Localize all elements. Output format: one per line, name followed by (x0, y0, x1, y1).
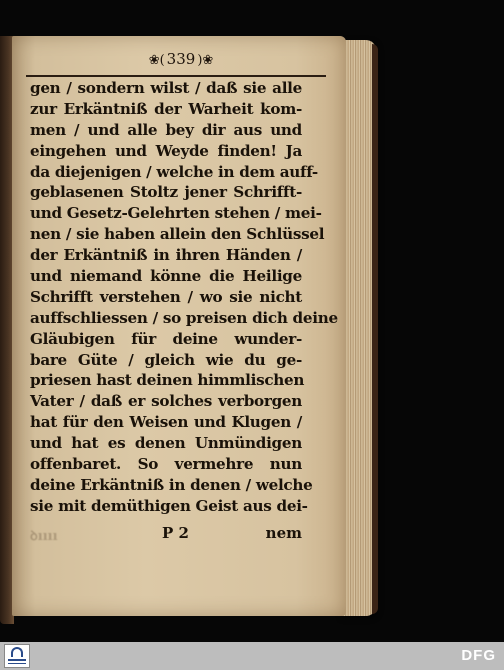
text-line: nen / sie haben allein den Schlüssel (30, 225, 325, 244)
library-logo-arch (11, 647, 23, 657)
text-line: hat für den Weisen und Klugen / (30, 413, 302, 432)
text-line: men / und alle bey dir aus und (30, 120, 302, 139)
faint-stamp: ꝺıııı (30, 529, 58, 544)
text-line: und niemand könne die Heilige (30, 267, 302, 286)
catchword: nem (265, 524, 302, 542)
text-line: eingehen und Weyde finden! Ja (30, 141, 302, 160)
text-line: der Erkäntniß in ihren Händen / (30, 246, 302, 265)
text-line: zur Erkäntniß der Warheit kom- (30, 99, 302, 118)
page-number: 339 (166, 50, 196, 68)
signature-mark: P 2 (162, 524, 189, 542)
text-line: offenbaret. So vermehre nun (30, 455, 302, 474)
text-line: auffschliessen / so preisen dich deine (30, 308, 338, 327)
library-logo-bar (8, 659, 26, 661)
text-line: Schrifft verstehen / wo sie nicht (30, 287, 302, 306)
text-line: geblasenen Stoltz jener Schrifft- (30, 183, 302, 202)
header-rule (26, 75, 326, 77)
floral-ornament-icon: )❀ (197, 53, 214, 68)
body-text (30, 78, 338, 517)
text-line: und hat es denen Unmündigen (30, 434, 302, 453)
text-line: deine Erkäntniß in denen / welche (30, 475, 313, 494)
text-line: Vater / daß er solches verborgen (30, 392, 302, 411)
text-line: sie mit demüthigen Geist aus dei- (30, 496, 308, 515)
dfg-logo[interactable]: DFG (461, 647, 496, 664)
library-logo-icon[interactable] (4, 644, 30, 668)
text-line: da diejenigen / welche in dem auff- (30, 162, 318, 181)
floral-ornament-icon: ❀( (148, 53, 165, 68)
text-line: gen / sondern wilst / daß sie alle (30, 79, 302, 97)
viewer-footer-bar (0, 642, 504, 670)
page-footer-line (30, 524, 302, 546)
text-line: und Gesetz-Gelehrten stehen / mei- (30, 204, 322, 223)
library-logo-bar (8, 663, 26, 664)
text-line: Gläubigen für deine wunder- (30, 329, 302, 348)
page-header (26, 50, 336, 74)
text-line: bare Güte / gleich wie du ge- (30, 350, 302, 369)
text-line: priesen hast deinen himmlischen (30, 371, 305, 390)
book-cover-edge (372, 44, 378, 614)
